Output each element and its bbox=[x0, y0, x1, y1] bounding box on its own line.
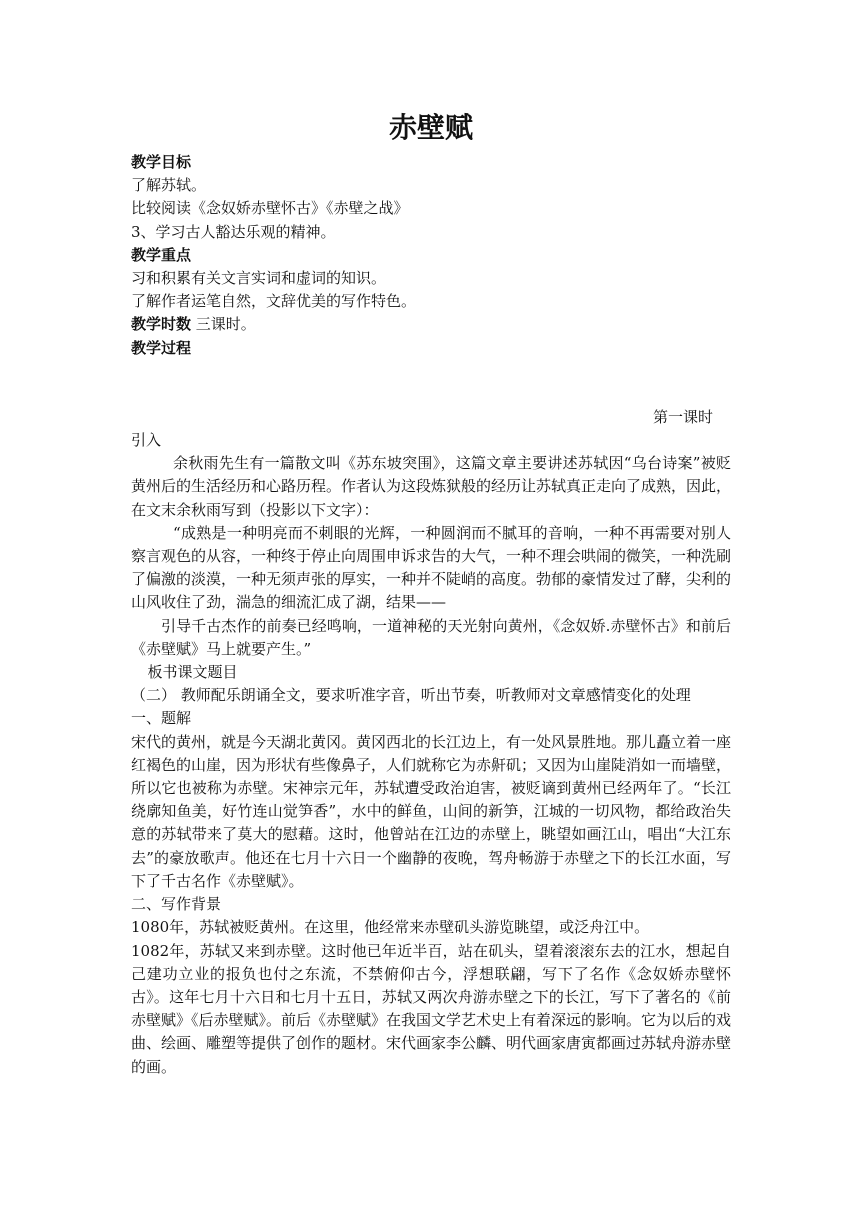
focus-item: 了解作者运笔自然，文辞优美的写作特色。 bbox=[131, 292, 417, 311]
goal-item: 3、学习古人豁达乐观的精神。 bbox=[131, 222, 336, 241]
board-line: 板书课文题目 bbox=[147, 663, 238, 682]
section-heading: 二、写作背景 bbox=[131, 895, 222, 914]
spacer bbox=[131, 360, 731, 406]
section-heading: 一、题解 bbox=[131, 709, 192, 728]
hours-heading: 教学时数 bbox=[131, 315, 192, 334]
quote-paragraph: 引导千古杰作的前奏已经鸣响，一道神秘的天光射向黄州，《念奴娇.赤壁怀古》和前后《赤壁赋》马上就要产生。” bbox=[131, 616, 731, 658]
step-two: （二） 教师配乐朗诵全文，要求听准字音，听出节奏，听教师对文章感情变化的处理 bbox=[131, 686, 691, 705]
intro-label: 引入 bbox=[131, 431, 162, 450]
goal-item: 比较阅读《念奴娇赤壁怀古》《赤壁之战》 bbox=[131, 199, 409, 218]
process-heading: 教学过程 bbox=[131, 338, 192, 357]
document-body bbox=[131, 108, 731, 1079]
focus-heading: 教学重点 bbox=[131, 245, 192, 264]
section-paragraph: 1082年，苏轼又来到赤壁。这时他已年近半百，站在矶头，望着滚滚东去的江水，想起自己建功立业的报负也付之东流，不禁俯仰古今，浮想联翩，写下了名作《念奴娇赤壁怀古》。这年七月十六日和七月十五日，苏轼又两次舟游赤壁之下的长江，写下了著名的《前赤壁赋》《后赤壁赋》。前后《赤壁赋》在我国文学艺术史上有着深远的影响。它为以后的戏曲、绘画、雕塑等提供了创作的题材。宋代画家李公麟、明代画家唐寅都画过苏轼舟游赤壁的画。 bbox=[131, 941, 732, 1076]
quote-paragraph: “成熟是一种明亮而不刺眼的光辉，一种圆润而不腻耳的音响，一种不再需要对别人察言观色的从容，一种终于停止向周围申诉求告的大气，一种不理会哄闹的微笑，一种洗刷了偏激的淡漠，一种无须声张的厚实，一种并不陡峭的高度。勃郁的豪情发过了酵，尖利的山风收住了劲，湍急的细流汇成了湖，结果—— bbox=[131, 523, 732, 612]
intro-paragraph: 余秋雨先生有一篇散文叫《苏东坡突围》，这篇文章主要讲述苏轼因“乌台诗案”被贬黄州后的生活经历和心路历程。作者认为这段炼狱般的经历让苏轼真正走向了成熟，因此，在文末余秋雨写到（投影以下文字）： bbox=[131, 454, 732, 519]
section-paragraph: 宋代的黄州，就是今天湖北黄冈。黄冈西北的长江边上，有一处风景胜地。那儿矗立着一座红褐色的山崖，因为形状有些像鼻子，人们就称它为赤鼾矶；又因为山崖陡消如一而墙壁，所以它也被称为赤壁。宋神宗元年，苏轼遭受政治迫害，被贬谪到黄州已经两年了。“长江绕廓知鱼美，好竹连山觉笋香”，水中的鲜鱼，山间的新笋，江城的一切风物，都给政治失意的苏轼带来了莫大的慰藉。这时，他曾站在江边的赤壁上，眺望如画江山，唱出“大江东去”的豪放歌声。他还在七月十六日一个幽静的夜晚，驾舟畅游于赤壁之下的长江水面，写下了千古名作《赤壁赋》。 bbox=[131, 732, 732, 890]
goal-item: 了解苏轼。 bbox=[131, 176, 207, 195]
hours-value: 三课时。 bbox=[191, 315, 256, 334]
lesson-label: 第一课时 bbox=[652, 407, 713, 426]
hours-line bbox=[131, 313, 731, 336]
document-title: 赤壁赋 bbox=[388, 111, 473, 144]
focus-item: 习和积累有关文言实词和虚词的知识。 bbox=[131, 269, 387, 288]
goals-heading: 教学目标 bbox=[131, 153, 192, 171]
section-paragraph: 1080年，苏轼被贬黄州。在这里，他经常来赤壁矶头游览眺望，或泛舟江中。 bbox=[131, 918, 650, 937]
